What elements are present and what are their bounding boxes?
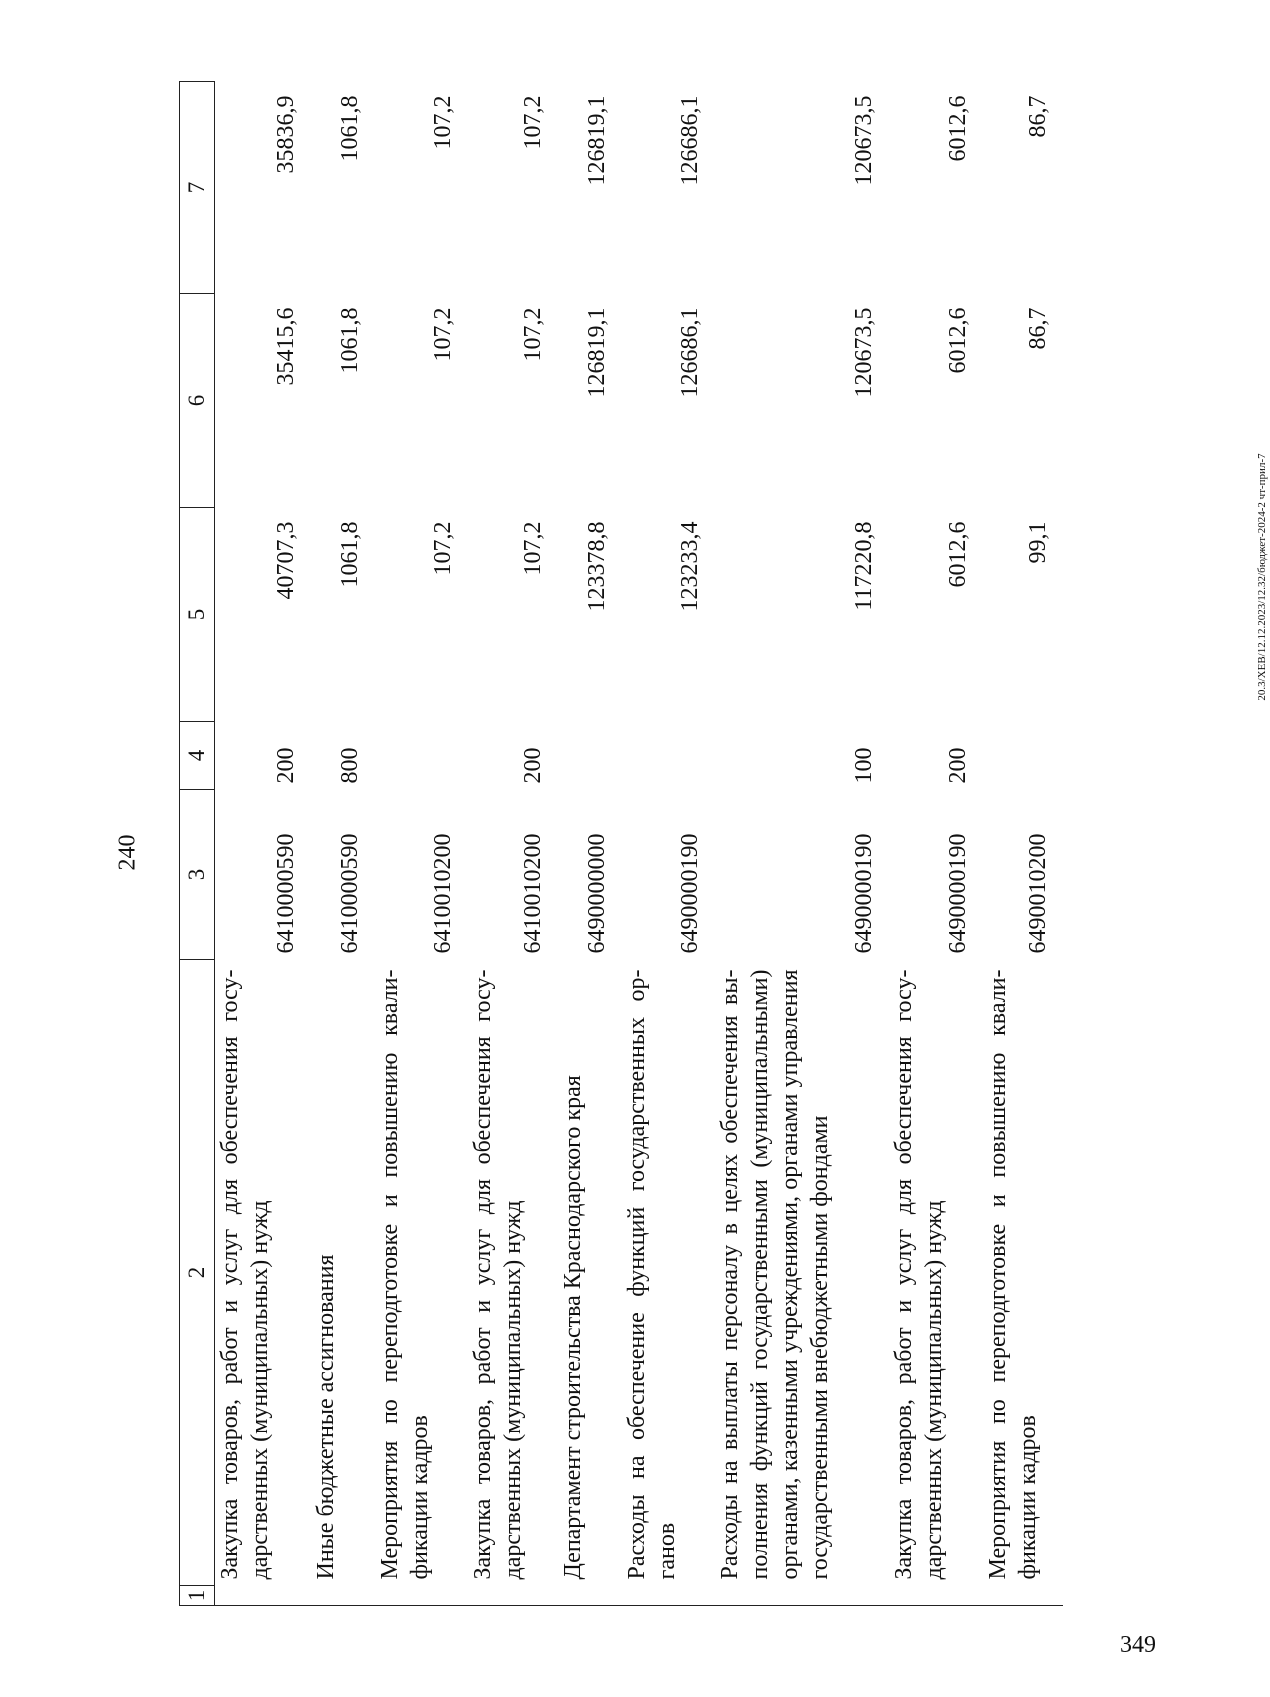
column-header-5: 5 bbox=[180, 508, 215, 722]
amount-col5: 40707,3 bbox=[272, 521, 299, 600]
row-number bbox=[889, 1586, 983, 1606]
amount-col6: 6012,6 bbox=[944, 307, 971, 374]
table-row bbox=[889, 82, 983, 1606]
row-number bbox=[715, 1586, 889, 1606]
amount-col6: 35415,6 bbox=[272, 307, 299, 386]
amount-col6: 120673,5 bbox=[850, 307, 877, 398]
amount-col5: 6012,6 bbox=[944, 521, 971, 588]
expense-type bbox=[983, 722, 1063, 790]
budget-table bbox=[179, 81, 1063, 1606]
target-code: 6490000190 bbox=[850, 833, 877, 954]
table-row bbox=[311, 82, 375, 1606]
expense-name: Департамент строительства Краснодарского края bbox=[559, 1075, 586, 1580]
page-header-number: 240 bbox=[114, 834, 141, 871]
expense-name: Расходы на обеспечение функций государственных органов bbox=[623, 969, 680, 1580]
expense-type: 200 bbox=[944, 747, 971, 784]
target-code: 6410000590 bbox=[272, 833, 299, 954]
expense-type: 200 bbox=[519, 747, 546, 784]
expense-type: 800 bbox=[336, 747, 363, 784]
amount-col7: 86,7 bbox=[1024, 95, 1051, 138]
amount-col7: 107,2 bbox=[519, 95, 546, 150]
expense-name: Мероприятия по переподготовке и повышению квалификации кадров bbox=[376, 969, 433, 1580]
amount-col7: 107,2 bbox=[429, 95, 456, 150]
budget-table-container bbox=[179, 82, 1059, 1606]
column-header-1: 1 bbox=[180, 1586, 215, 1606]
column-header-4: 4 bbox=[180, 722, 215, 790]
target-code: 6490000190 bbox=[944, 833, 971, 954]
expense-type: 100 bbox=[850, 747, 877, 784]
target-code: 6490000000 bbox=[583, 833, 610, 954]
expense-name: Иные бюджетные ассигнования bbox=[312, 1254, 339, 1580]
row-number bbox=[468, 1586, 558, 1606]
row-number bbox=[215, 1586, 311, 1606]
target-code: 6410010200 bbox=[429, 833, 456, 954]
amount-col6: 126686,1 bbox=[676, 307, 703, 398]
expense-type bbox=[375, 722, 468, 790]
amount-col7: 126686,1 bbox=[676, 95, 703, 186]
column-header-6: 6 bbox=[180, 294, 215, 508]
amount-col6: 107,2 bbox=[429, 307, 456, 362]
target-code: 6410000590 bbox=[336, 833, 363, 954]
expense-name: Закупка товаров, работ и услуг для обеспечения государственных (муниципальных) нужд bbox=[890, 969, 947, 1580]
expense-name: Мероприятия по переподготовке и повышению квалификации кадров bbox=[984, 969, 1041, 1580]
row-number bbox=[311, 1586, 375, 1606]
expense-type: 200 bbox=[272, 747, 299, 784]
amount-col5: 107,2 bbox=[429, 521, 456, 576]
table-row bbox=[215, 82, 311, 1606]
table-row bbox=[715, 82, 889, 1606]
column-header-3: 3 bbox=[180, 790, 215, 960]
row-number bbox=[983, 1586, 1063, 1606]
expense-name: Закупка товаров, работ и услуг для обеспечения государственных (муниципальных) нужд bbox=[217, 969, 273, 1580]
target-code: 6490010200 bbox=[1024, 833, 1051, 954]
column-header-7: 7 bbox=[180, 82, 215, 294]
document-stamp: 20.3/ХЕВ/12.12.2023/12.32/бюджет-2024-2 чт-прил-7 bbox=[1256, 453, 1268, 701]
table-row bbox=[375, 82, 468, 1606]
table-row bbox=[558, 82, 622, 1606]
column-header-2: 2 bbox=[180, 960, 215, 1586]
table-row bbox=[468, 82, 558, 1606]
amount-col7: 35836,9 bbox=[272, 95, 299, 174]
amount-col6: 126819,1 bbox=[583, 307, 610, 398]
amount-col6: 1061,8 bbox=[336, 307, 363, 374]
expense-type bbox=[622, 722, 715, 790]
expense-name: Закупка товаров, работ и услуг для обеспечения государственных (муниципальных) нужд bbox=[469, 969, 526, 1580]
amount-col7: 1061,8 bbox=[336, 95, 363, 162]
amount-col5: 117220,8 bbox=[850, 521, 877, 611]
amount-col5: 107,2 bbox=[519, 521, 546, 576]
amount-col7: 6012,6 bbox=[944, 95, 971, 162]
amount-col6: 107,2 bbox=[519, 307, 546, 362]
expense-type bbox=[558, 722, 622, 790]
target-code: 6410010200 bbox=[519, 833, 546, 954]
table-header-row bbox=[180, 82, 215, 1606]
amount-col5: 123233,4 bbox=[676, 521, 703, 612]
page-number: 349 bbox=[1120, 1632, 1156, 1658]
expense-name: Расходы на выплаты персоналу в целях обеспечения выполнения функций государственными (муниципальными) органами, казенными учреждениями, органами управления государственными внебюджетными фондами bbox=[716, 969, 833, 1580]
amount-col7: 120673,5 bbox=[850, 95, 877, 186]
row-number bbox=[558, 1586, 622, 1606]
amount-col7: 126819,1 bbox=[583, 95, 610, 186]
table-row bbox=[983, 82, 1063, 1606]
amount-col5: 99,1 bbox=[1024, 521, 1051, 564]
row-number bbox=[375, 1586, 468, 1606]
amount-col5: 1061,8 bbox=[336, 521, 363, 588]
row-number bbox=[622, 1586, 715, 1606]
amount-col5: 123378,8 bbox=[583, 521, 610, 612]
table-row bbox=[622, 82, 715, 1606]
amount-col6: 86,7 bbox=[1024, 307, 1051, 350]
target-code: 6490000190 bbox=[676, 833, 703, 954]
